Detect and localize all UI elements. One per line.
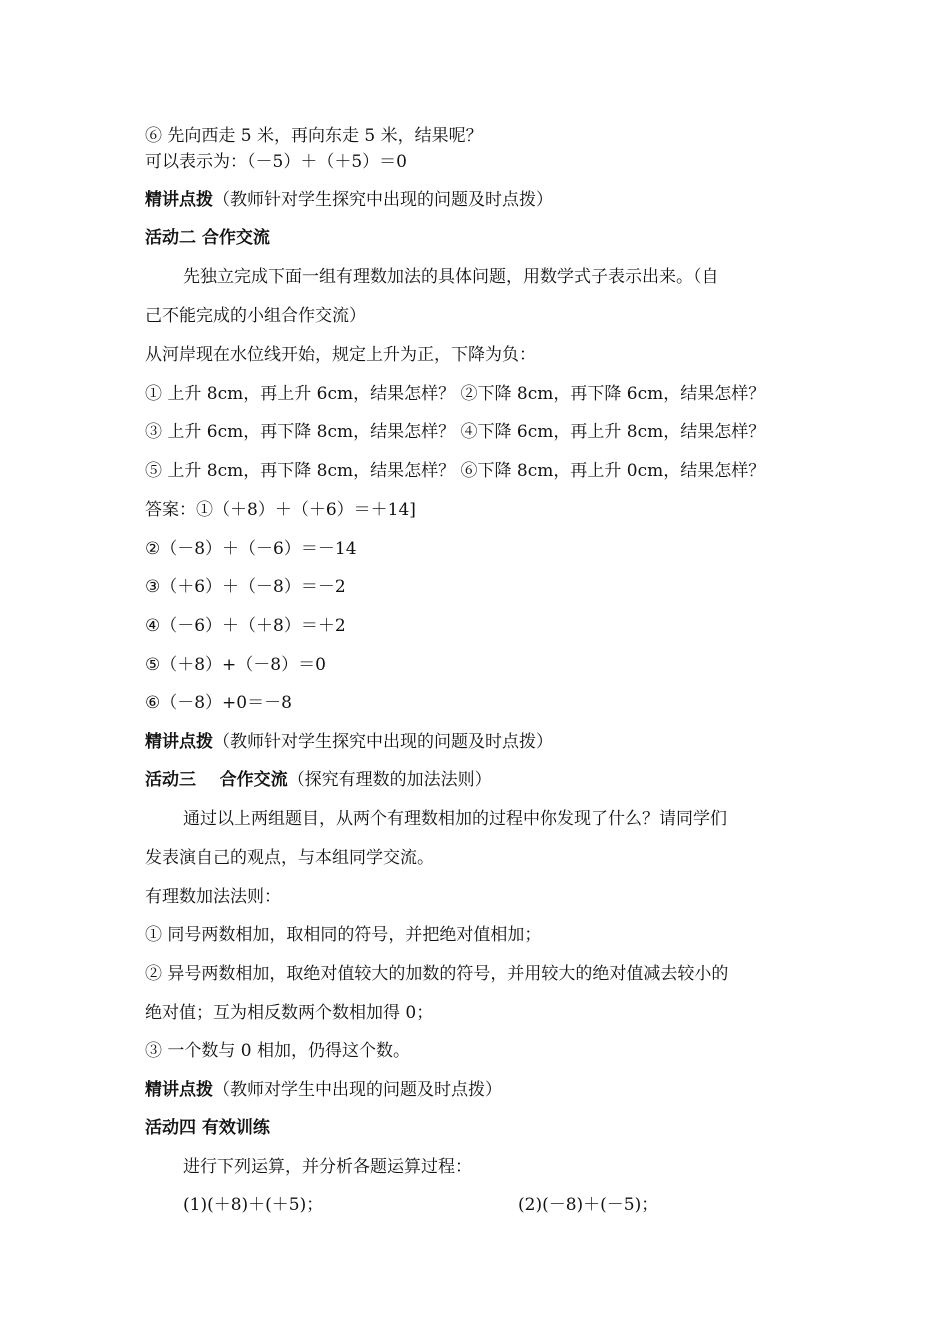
section-heading xyxy=(145,767,492,793)
rule-line: 绝对值；互为相反数两个数相加得 0； xyxy=(145,1003,434,1023)
paragraph-line: 先独立完成下面一组有理数加法的具体问题，用数学式子表示出来。（自 xyxy=(183,267,719,287)
section-label: 精讲点拨 xyxy=(145,732,213,752)
question-line: ⑤ 上升 8cm，再下降 8cm，结果怎样？ ⑥下降 8cm，再上升 0cm，结果怎样？ xyxy=(145,461,766,481)
section-note xyxy=(145,187,553,213)
exercise-item: (2)(－8)＋(－5)； xyxy=(518,1195,659,1215)
section-label: 活动三 合作交流 xyxy=(145,770,288,790)
text-line: 有理数加法法则： xyxy=(145,887,281,907)
section-label: 精讲点拨 xyxy=(145,1080,213,1100)
text-line: ⑥ 先向西走 5 米，再向东走 5 米，结果呢？ xyxy=(145,126,483,146)
section-label: 精讲点拨 xyxy=(145,190,213,210)
paragraph-line: 己不能完成的小组合作交流） xyxy=(145,306,366,326)
question-line: ③ 上升 6cm，再下降 8cm，结果怎样？ ④下降 6cm，再上升 8cm，结果怎样？ xyxy=(145,422,766,442)
section-heading: 活动二 合作交流 xyxy=(145,228,270,248)
answer-line: ②（－8）＋（－6）＝－14 xyxy=(145,539,357,559)
rule-line: ③ 一个数与 0 相加，仍得这个数。 xyxy=(145,1041,411,1061)
section-note xyxy=(145,1077,502,1103)
section-note-text: （教师对学生中出现的问题及时点拨） xyxy=(213,1080,502,1100)
paragraph-line: 进行下列运算，并分析各题运算过程： xyxy=(183,1157,472,1177)
exercise-item: (1)(＋8)＋(＋5)； xyxy=(183,1195,324,1215)
answer-line: ⑥（－8）+0＝－8 xyxy=(145,693,292,713)
text-line: 从河岸现在水位线开始，规定上升为正，下降为负： xyxy=(145,345,536,365)
section-note xyxy=(145,729,553,755)
section-note-text: （探究有理数的加法法则） xyxy=(287,770,492,790)
section-note-text: （教师针对学生探究中出现的问题及时点拨） xyxy=(213,732,553,752)
section-heading: 活动四 有效训练 xyxy=(145,1118,270,1138)
section-note-text: （教师针对学生探究中出现的问题及时点拨） xyxy=(213,190,553,210)
paragraph-line: 发表演自己的观点，与本组同学交流。 xyxy=(145,848,434,868)
text-line: 可以表示为：（－5）＋（＋5）＝0 xyxy=(145,152,407,172)
answer-line: ③（＋6）＋（－8）＝－2 xyxy=(145,577,346,597)
answer-line: ④（－6）＋（＋8）＝＋2 xyxy=(145,616,346,636)
question-line: ① 上升 8cm，再上升 6cm，结果怎样？ ②下降 8cm，再下降 6cm，结果怎样？ xyxy=(145,384,766,404)
paragraph-line: 通过以上两组题目，从两个有理数相加的过程中你发现了什么？请同学们 xyxy=(183,809,727,829)
rule-line: ② 异号两数相加，取绝对值较大的加数的符号，并用较大的绝对值减去较小的 xyxy=(145,964,729,984)
exercise-row xyxy=(183,1192,813,1218)
answer-line: 答案：①（＋8）＋（＋6）＝＋14] xyxy=(145,500,416,520)
answer-line: ⑤（＋8）+（－8）＝0 xyxy=(145,655,326,675)
rule-line: ① 同号两数相加，取相同的符号，并把绝对值相加； xyxy=(145,925,542,945)
